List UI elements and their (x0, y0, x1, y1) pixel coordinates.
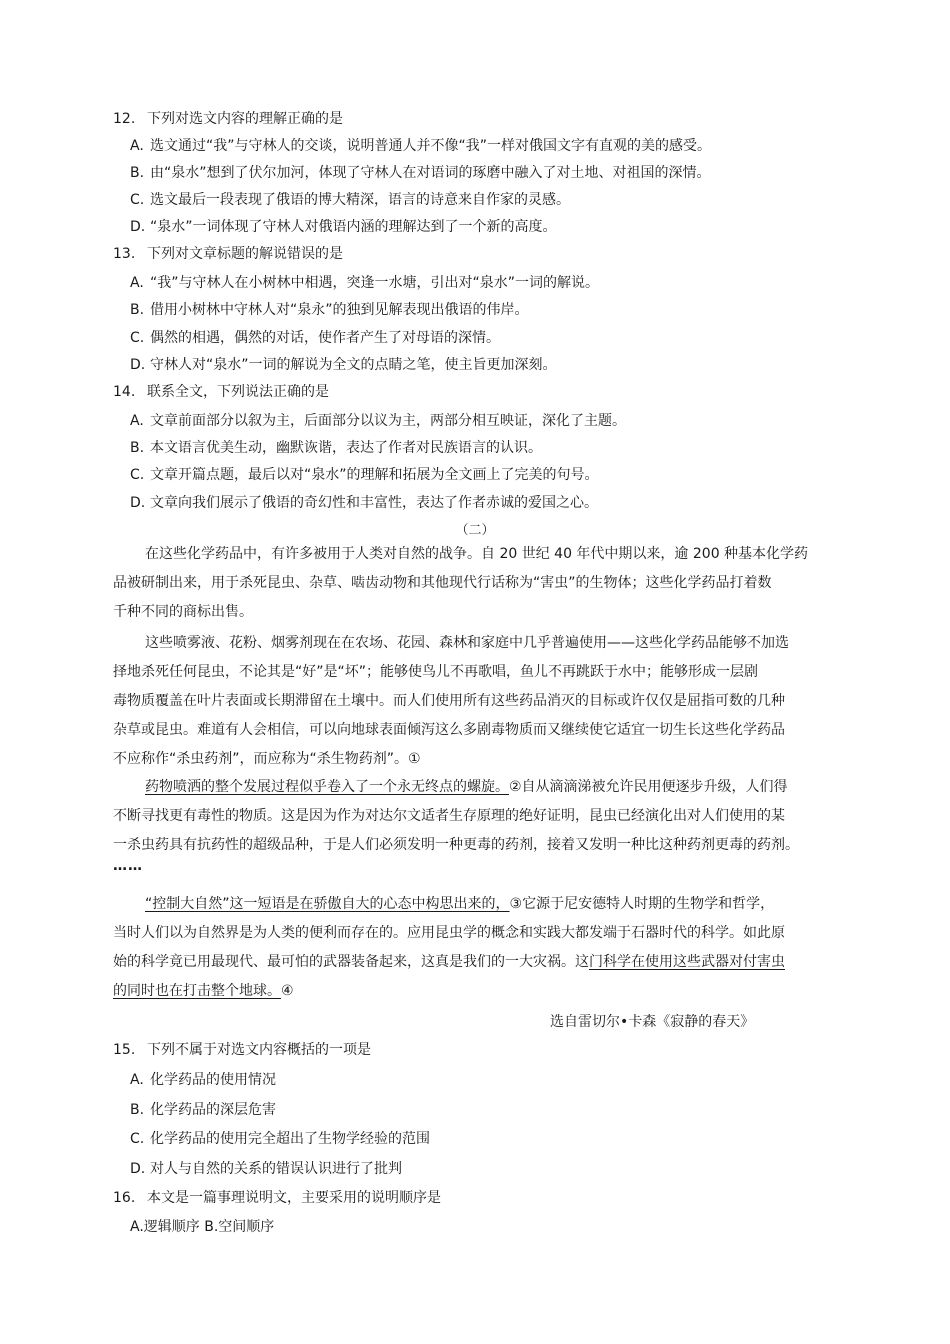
paragraph-line: 择地杀死任何昆虫，不论其是“好”是“坏”；能够使鸟儿不再歌唱，鱼儿不再跳跃于水中；能够形成一层剧 (113, 664, 759, 680)
option-15a (130, 1069, 276, 1089)
option-text: 化学药品的使用完全超出了生物学经验的范围 (150, 1131, 430, 1147)
option-text: 借用小树林中守林人对“泉永”的独到见解表现出俄语的伟岸。 (150, 302, 529, 318)
paragraph-line: 杂草或昆虫。难道有人会相信，可以向地球表面倾泻这么多剧毒物质而又继续使它适宜一切生长这些化学药品 (113, 722, 785, 738)
option-key: C. (130, 467, 145, 483)
question-stem: 本文是一篇事理说明文，主要采用的说明顺序是 (147, 1190, 441, 1206)
option-text: 文章向我们展示了俄语的奇幻性和丰富性，表达了作者赤诚的爱国之心。 (150, 495, 598, 511)
paragraph-line: 品被研制出来，用于杀死昆虫、杂草、啮齿动物和其他现代行话称为“害虫”的生物体；这些化学药品打着数 (113, 575, 772, 591)
question-16 (113, 1187, 441, 1207)
question-number: 12. (113, 111, 136, 127)
option-key: D. (130, 219, 146, 235)
question-15 (113, 1039, 371, 1059)
option-text: 化学药品的使用情况 (150, 1072, 276, 1088)
option-14b (130, 437, 542, 457)
option-12d (130, 216, 557, 236)
question-number: 16. (113, 1190, 136, 1206)
paragraph-line: 不断寻找更有毒性的物质。这是因为作为对达尔文适者生存原理的绝好证明，昆虫已经演化出对人们使用的某 (113, 808, 785, 824)
option-key: B. (130, 165, 145, 181)
question-number: 13. (113, 246, 136, 262)
paragraph-line: 一杀虫药具有抗药性的超级品种，于是人们必须发明一种更毒的药剂，接着又发明一种比这种药剂更毒的药剂。 (113, 837, 799, 853)
paragraph-line (113, 977, 840, 1006)
option-13b (130, 299, 529, 319)
option-key: B. (130, 1102, 145, 1118)
question-number: 14. (113, 384, 136, 400)
option-text: 偶然的相遇，偶然的对话，使作者产生了对母语的深情。 (150, 330, 500, 346)
option-15c (130, 1128, 430, 1148)
option-14a (130, 410, 626, 430)
sentence-text: ②自从滴滴涕被允许民用便逐步升级，人们得 (509, 779, 788, 795)
question-stem: 下列不属于对选文内容概括的一项是 (147, 1042, 371, 1058)
paragraph-line: 不应称作“杀虫药剂”，而应称为“杀生物药剂”。① (113, 751, 421, 767)
option-12b (130, 162, 711, 182)
underlined-sentence: 药物喷洒的整个发展过程似乎卷入了一个永无终点的螺旋。 (145, 779, 509, 795)
option-14c (130, 464, 599, 484)
option-key: A. (130, 413, 144, 429)
option-15d (130, 1158, 402, 1178)
option-text: “泉水”一词体现了守林人对俄语内涵的理解达到了一个新的高度。 (150, 219, 557, 235)
question-13 (113, 243, 343, 263)
question-12 (113, 108, 343, 128)
question-stem: 联系全文，下列说法正确的是 (147, 384, 329, 400)
paragraph-line: 毒物质覆盖在叶片表面或长期滞留在土壤中。而人们使用所有这些药品消灭的目标或许仅仅是屈指可数的几种 (113, 693, 785, 709)
passage-paragraph-3 (113, 773, 840, 860)
option-12c (130, 189, 570, 209)
option-13a (130, 272, 599, 292)
option-12a (130, 135, 711, 155)
option-14d (130, 492, 598, 512)
section-title: （二） (455, 523, 495, 538)
paragraph-line: 在这些化学药品中，有许多被用于人类对自然的战争。自 20 世纪 40 年代中期以来，逾 200 种基本化学药 (145, 546, 809, 562)
paragraph-line (113, 948, 840, 977)
underlined-sentence: 的同时也在打击整个地球。 (113, 983, 281, 999)
option-key: D. (130, 1161, 146, 1177)
paragraph-line: 这些喷雾液、花粉、烟雾剂现在在农场、花园、森林和家庭中几乎普遍使用——这些化学药品能够不加选 (145, 635, 789, 651)
option-key: A. (130, 138, 144, 154)
passage-paragraph-1 (113, 540, 840, 627)
option-key: B. (130, 440, 145, 456)
option-text: “我”与守林人在小树林中相遇，突逢一水塘，引出对“泉水”一词的解说。 (150, 275, 600, 291)
question-number: 15. (113, 1042, 136, 1058)
option-text: 化学药品的深层危害 (150, 1102, 276, 1118)
option-text: 由“泉水”想到了伏尔加河，体现了守林人在对语词的琢磨中融入了对土地、对祖国的深情。 (150, 165, 711, 181)
option-key: C. (130, 1131, 145, 1147)
passage-paragraph-4 (113, 890, 840, 1006)
option-text: 本文语言优美生动，幽默诙谐，表达了作者对民族语言的认识。 (150, 440, 542, 456)
sentence-text: ④ (281, 983, 294, 999)
option-15b (130, 1099, 276, 1119)
underlined-sentence: 门科学在使用这些武器对付害虫 (589, 954, 785, 970)
option-13c (130, 327, 500, 347)
question-stem: 下列对文章标题的解说错误的是 (147, 246, 343, 262)
ellipsis: …… (113, 858, 143, 874)
question-14 (113, 381, 329, 401)
option-13d (130, 354, 557, 374)
paragraph-line: 千种不同的商标出售。 (113, 604, 253, 620)
option-key: C. (130, 330, 145, 346)
passage-paragraph-2 (113, 629, 840, 774)
paragraph-line (113, 890, 840, 919)
option-key: A. (130, 275, 144, 291)
option-text: 对人与自然的关系的错误认识进行了批判 (150, 1161, 402, 1177)
option-key: B. (130, 302, 145, 318)
source-citation: 选自雷切尔•卡森《寂静的春天》 (550, 1014, 755, 1030)
option-key: A. (130, 1072, 144, 1088)
question-stem: 下列对选文内容的理解正确的是 (147, 111, 343, 127)
sentence-text: ③它源于尼安德特人时期的生物学和哲学， (509, 896, 775, 912)
options-16: A.逻辑顺序 B.空间顺序 (130, 1219, 275, 1235)
sentence-text: 始的科学竟已用最现代、最可怕的武器装备起来，这真是我们的一大灾祸。这 (113, 954, 589, 970)
paragraph-line (113, 773, 840, 802)
option-key: D. (130, 495, 146, 511)
option-key: D. (130, 357, 146, 373)
option-text: 文章前面部分以叙为主，后面部分以议为主，两部分相互映证，深化了主题。 (150, 413, 626, 429)
option-text: 选文最后一段表现了俄语的博大精深，语言的诗意来自作家的灵感。 (150, 192, 570, 208)
underlined-sentence: “控制大自然”这一短语是在骄傲自大的心态中构思出来的， (145, 896, 510, 912)
option-key: C. (130, 192, 145, 208)
paragraph-line: 当时人们以为自然界是为人类的便利而存在的。应用昆虫学的概念和实践大都发端于石器时代的科学。如此原 (113, 925, 785, 941)
option-text: 守林人对“泉水”一词的解说为全文的点睛之笔，使主旨更加深刻。 (150, 357, 557, 373)
option-text: 选文通过“我”与守林人的交谈，说明普通人并不像“我”一样对俄国文字有直观的美的感受。 (150, 138, 712, 154)
option-text: 文章开篇点题，最后以对“泉水”的理解和拓展为全文画上了完美的句号。 (150, 467, 599, 483)
